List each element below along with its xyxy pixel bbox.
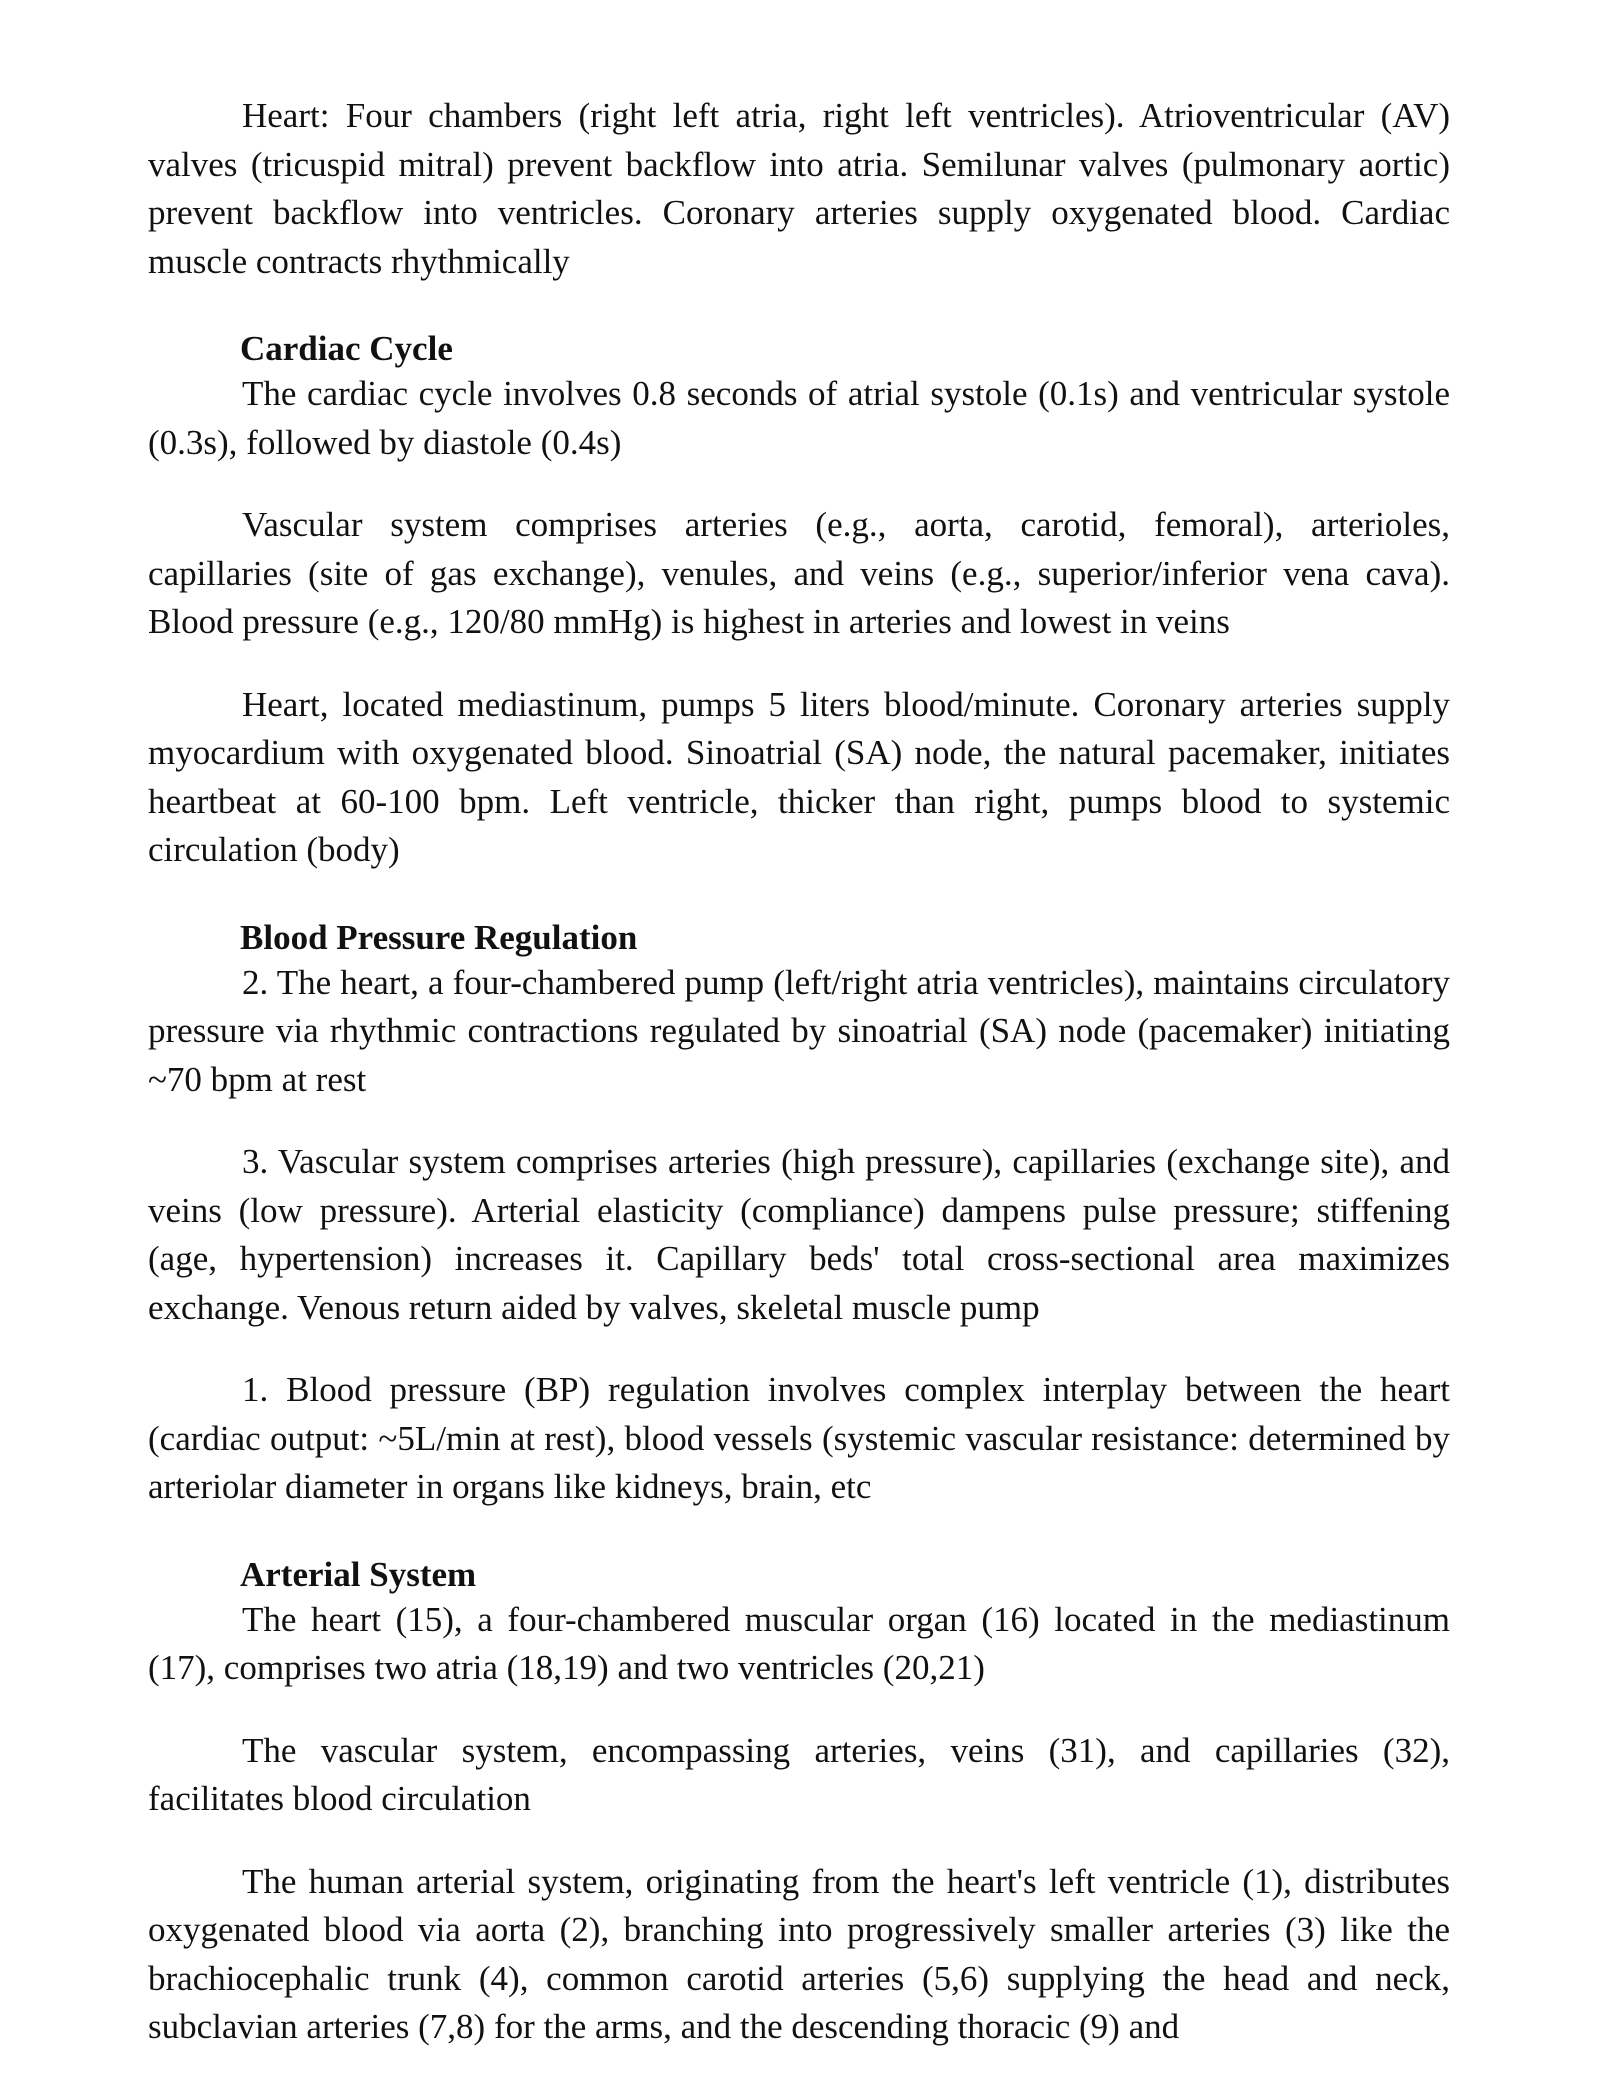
paragraph-heart-chambers: The heart (15), a four-chambered muscular organ (16) located in the mediastinum (17), comprises two atria (18,19) and two ventricles (20,21) xyxy=(148,1599,1450,1687)
paragraph-bp-regulation: 1. Blood pressure (BP) regulation involves complex interplay between the heart (cardiac output: ~5L/min at rest), blood vessels (systemic vascular resistance: determined by arteriolar diameter in organs like kidneys, brain, etc xyxy=(148,1370,1450,1506)
document-page xyxy=(148,92,1450,2086)
heading-blood-pressure-regulation: Blood Pressure Regulation xyxy=(240,917,638,957)
paragraph-heart-overview: Heart: Four chambers (right left atria, right left ventricles). Atrioventricular (AV) valves (tricuspid mitral) prevent backflow into atria. Semilunar valves (pulmonary aortic) prevent backflow into ventricles. Coronary arteries supply oxygenated blood. Cardiac muscle contracts rhythmically xyxy=(148,96,1450,281)
paragraph-cardiac-cycle: The cardiac cycle involves 0.8 seconds of atrial systole (0.1s) and ventricular systole (0.3s), followed by diastole (0.4s) xyxy=(148,374,1450,462)
paragraph-arterial-distribution: The human arterial system, originating from the heart's left ventricle (1), distributes oxygenated blood via aorta (2), branching into progressively smaller arteries (3) like the brachiocephalic trunk (4), common carotid arteries (5,6) supplying the head and neck, subclavian arteries (7,8) for the arms, and the descending thoracic (9) and xyxy=(148,1861,1450,2046)
heading-cardiac-cycle: Cardiac Cycle xyxy=(240,329,453,368)
paragraph-heart-location: Heart, located mediastinum, pumps 5 liters blood/minute. Coronary arteries supply myocardium with oxygenated blood. Sinoatrial (SA) node, the natural pacemaker, initiates heartbeat at 60-100 bpm. Left ventricle, thicker than right, pumps blood to systemic circulation (body) xyxy=(148,684,1450,869)
paragraph-vascular-system: Vascular system comprises arteries (e.g., aorta, carotid, femoral), arterioles, capillaries (site of gas exchange), venules, and veins (e.g., superior/inferior vena cava). Blood pressure (e.g., 120/80 mmHg) is highest in arteries and lowest in veins xyxy=(148,505,1450,641)
paragraph-heart-pump: 2. The heart, a four-chambered pump (left/right atria ventricles), maintains circulatory pressure via rhythmic contractions regulated by sinoatrial (SA) node (pacemaker) initiating ~70 bpm at rest xyxy=(148,962,1450,1099)
paragraph-vascular-circulation: The vascular system, encompassing arteries, veins (31), and capillaries (32), facilitates blood circulation xyxy=(148,1730,1450,1818)
paragraph-vascular-pressure: 3. Vascular system comprises arteries (high pressure), capillaries (exchange site), and veins (low pressure). Arterial elasticity (compliance) dampens pulse pressure; stiffening (age, hypertension) increases it. Capillary beds' total cross-sectional area maximizes exchange. Venous return aided by valves, skeletal muscle pump xyxy=(148,1142,1450,1327)
heading-arterial-system: Arterial System xyxy=(240,1554,477,1594)
